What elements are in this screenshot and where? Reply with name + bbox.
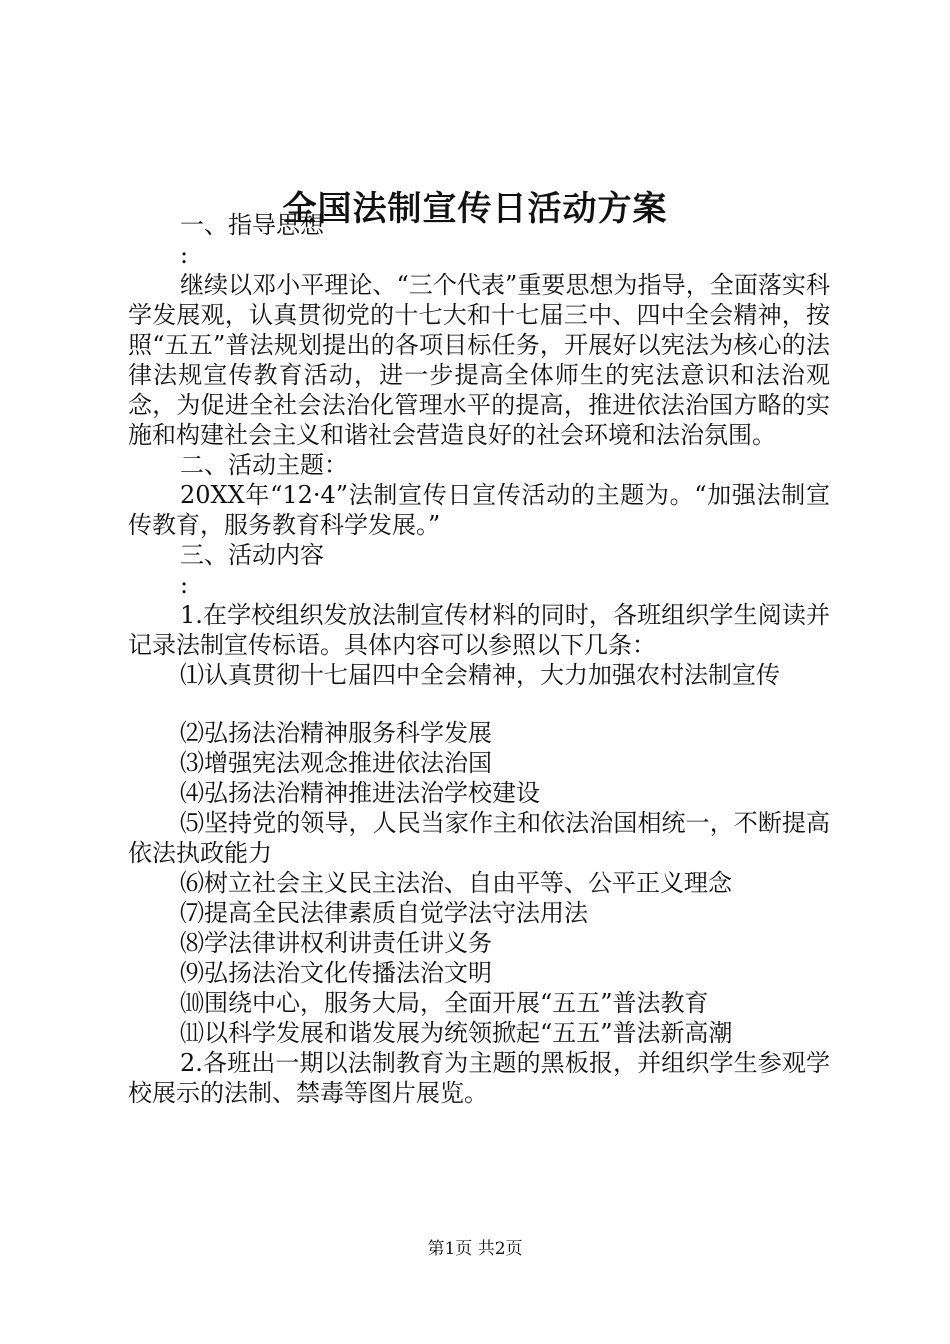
- document-body: [128, 210, 830, 1108]
- list-item: ⑵弘扬法治精神服务科学发展: [180, 719, 492, 747]
- paragraph-guiding-ideology: 继续以邓小平理论、“三个代表”重要思想为指导，全面落实科学发展观，认真贯彻党的十七大和十七届三中、四中全会精神，按照“五五”普法规划提出的各项目标任务，开展好以宪法为核心的法律法规宣传教育活动，进一步提高全体师生的宪法意识和法治观念，为促进全社会法治化管理水平的提高，推进依法治国方略的实施和构建社会主义和谐社会营造良好的社会环境和法治氛围。: [128, 271, 830, 449]
- list-item: ⑽围绕中心，服务大局，全面开展“五五”普法教育: [180, 989, 709, 1017]
- list-item: ⑾以科学发展和谐发展为统领掀起“五五”普法新高潮: [180, 1019, 733, 1047]
- list-item: ⑸坚持党的领导，人民当家作主和依法治国相统一，不断提高依法执政能力: [128, 809, 830, 867]
- list-item: ⑼弘扬法治文化传播法治文明: [180, 959, 492, 987]
- list-item: ⑹树立社会主义民主法治、自由平等、公平正义理念: [180, 869, 732, 897]
- list-item: ⑻学法律讲权利讲责任讲义务: [180, 929, 492, 957]
- list-item: ⑶增强宪法观念推进依法治国: [180, 749, 492, 777]
- paragraph-content-1: 1.在学校组织发放法制宣传材料的同时，各班组织学生阅读并记录法制宣传标语。具体内容可以参照以下几条：: [128, 601, 830, 659]
- section-heading-content: 三、活动内容: [180, 541, 324, 569]
- heading-colon: :: [180, 571, 189, 599]
- list-item: ⑺提高全民法律素质自觉学法守法用法: [180, 899, 588, 927]
- blank-line: [128, 690, 830, 718]
- heading-colon: :: [180, 241, 189, 269]
- list-item: ⑴认真贯彻十七届四中全会精神，大力加强农村法制宣传: [180, 661, 780, 689]
- document-title: 全国法制宣传日活动方案: [282, 189, 668, 229]
- page-number: 第1页 共2页: [427, 1239, 523, 1259]
- list-item: ⑷弘扬法治精神推进法治学校建设: [180, 779, 540, 807]
- section-heading-theme: 二、活动主题：: [180, 451, 348, 479]
- section-heading-guiding-ideology: 一、指导思想: [180, 211, 324, 239]
- paragraph-content-2: 2.各班出一期以法制教育为主题的黑板报，并组织学生参观学校展示的法制、禁毒等图片展览。: [128, 1049, 830, 1107]
- paragraph-theme: 20XX年“12·4”法制宣传日宣传活动的主题为。“加强法制宣传教育，服务教育科学发展。”: [128, 481, 830, 539]
